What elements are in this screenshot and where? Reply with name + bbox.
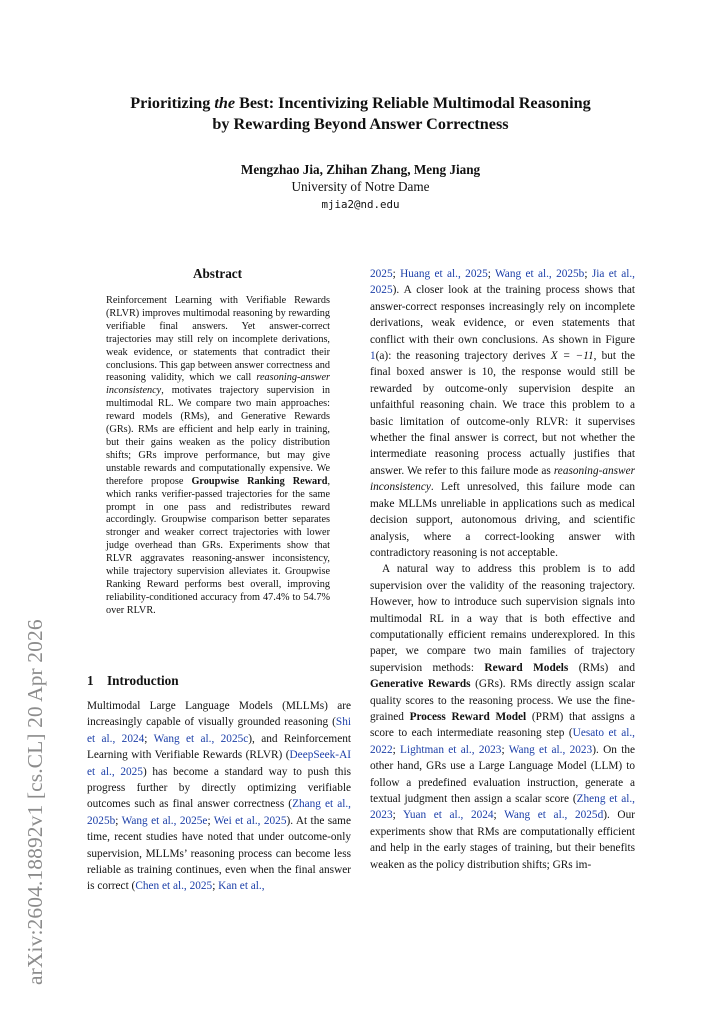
body-text: ;: [212, 880, 219, 893]
body-text: ;: [144, 732, 154, 745]
body-text: ). A closer look at the training process shows that answer-correct responses increasingly rely on incomplete derivations, weak evidence, or even statements that conflict with their own conclusions. As shown in Figure: [370, 284, 635, 346]
body-text: (a): the reasoning trajectory derives: [375, 350, 551, 363]
abstract-heading: Abstract: [192, 266, 243, 281]
body-text: ;: [501, 743, 509, 756]
citation-link[interactable]: Wang et al., 2023: [508, 743, 593, 756]
title-line-2: by Rewarding Beyond Answer Correctness: [212, 115, 509, 133]
body-text: ;: [207, 814, 214, 827]
citation-link[interactable]: Wei et al., 2025: [213, 814, 287, 827]
title-emphasis: the: [214, 94, 236, 112]
title-text: Prioritizing: [130, 94, 215, 112]
citation-link[interactable]: Wang et al., 2025d: [504, 809, 604, 822]
abstract-term: reasoning-answer inconsistency: [106, 372, 330, 397]
citation-link[interactable]: Huang et al., 2025: [400, 268, 488, 280]
emphasized-term: reasoning-answer inconsistency: [370, 464, 635, 494]
body-text: ;: [487, 268, 496, 280]
bold-term: Generative Rewards: [370, 678, 471, 691]
bold-term: Process Reward Model: [409, 710, 527, 723]
citation-link[interactable]: Chen et al., 2025: [135, 880, 213, 893]
section-number: 1: [87, 673, 94, 688]
author-list: Mengzhao Jia, Zhihan Zhang, Meng Jiang: [240, 162, 481, 177]
body-text: ;: [584, 268, 592, 280]
intro-paragraph-left: [87, 698, 351, 895]
right-column: [370, 266, 635, 873]
citation-link[interactable]: Wang et al., 2025b: [495, 268, 585, 280]
body-text: ;: [392, 809, 403, 822]
body-text: ;: [392, 268, 401, 280]
body-text: ). At the same time, recent studies have noted that under outcome-only supervision, MLLMs’ reasoning process can become less reliable as training continues, even when the final answer is correct (: [87, 814, 351, 893]
body-text: (PRM) that assigns a score to each intermediate reasoning step (: [370, 710, 635, 740]
abstract-method-name: Groupwise Ranking Reward: [191, 475, 328, 487]
citation-link[interactable]: Wang et al., 2025e: [121, 814, 208, 827]
citation-link[interactable]: Wang et al., 2025c: [153, 732, 249, 745]
title-line-1: [60, 93, 661, 114]
body-text: ), and Reinforcement Learning with Verifiable Rewards (RLVR) (: [87, 732, 351, 762]
author-email: mjia2@nd.edu: [321, 198, 400, 211]
body-text: ) has become a standard way to push this progress further by directly optimizing verifiable outcomes such as final answer correctness (: [87, 765, 351, 811]
figure-reference-link[interactable]: 1: [370, 350, 376, 363]
abstract-text: Reinforcement Learning with Verifiable Rewards (RLVR) improves multimodal reasoning by rewarding verifiable final answers. Yet answer-correct trajectories may still rely on incomplete derivations, weak evidence, or statements that contradict their conclusions. This gap between answer correctness and reasoning validity, which we call: [106, 295, 330, 384]
body-text: ;: [115, 814, 122, 827]
citation-link[interactable]: Uesato et al., 2022: [370, 727, 635, 756]
citation-link[interactable]: Jia et al., 2025: [370, 268, 635, 297]
body-text: ;: [493, 809, 505, 822]
citation-link[interactable]: Zheng et al., 2023: [370, 793, 636, 822]
abstract-text: , which ranks verifier-passed trajectories for the same prompt in one pass and redistributes reward accordingly. Groupwise comparison better separates stronger and weaker correct trajectories with lower judge overhead than GRs. Experiments show that RLVR aggravates reasoning-answer inconsistency, while trajectory supervision alleviates it. Groupwise Ranking Reward performs best overall, improving reliability-conditioned accuracy from 47.4% to 54.7% over RLVR.: [106, 475, 330, 616]
section-heading-introduction: [87, 673, 179, 689]
body-text: Multimodal Large Language Models (MLLMs) are increasingly capable of visually grounded reasoning (: [87, 700, 351, 729]
body-text: . Left unresolved, this failure mode can make MLLMs unreliable in applications such as medical decision support, autonomous driving, and scientific analysis, where a correct-looking answer with contradictory reasoning is not acceptable.: [370, 481, 635, 559]
body-text: A natural way to address this problem is to add supervision over the validity of the reasoning trajectory. However, how to introduce such supervision signals into multimodal RL in a way that is both effective and computationally efficient remains underexplored. In this paper, we compare two main families of trajectory supervision methods:: [370, 563, 635, 674]
section-title: Introduction: [107, 673, 179, 688]
intro-paragraph-continued: [370, 266, 635, 561]
body-text: (GRs). RMs directly assign scalar quality scores to the reasoning process. We use the fine-grained: [370, 678, 635, 723]
intro-paragraph-2: [370, 561, 635, 873]
abstract-body: [106, 295, 330, 618]
affiliation: University of Notre Dame: [291, 179, 430, 194]
inline-math: X = −11: [550, 350, 594, 363]
citation-link[interactable]: 2025: [370, 268, 393, 280]
arxiv-identifier-stamp: arXiv:2604.18892v1 [cs.CL] 20 Apr 2026: [23, 619, 47, 985]
body-text: ). Our experiments show that RMs are computationally efficient and help in the early stages of training, but their benefits weaken as the policy distribution shifts; GRs im-: [370, 809, 635, 871]
title-text: Best: Incentivizing Reliable Multimodal Reasoning: [235, 94, 591, 112]
abstract-text: , motivates trajectory supervision in multimodal RL. We compare two main approaches: reward models (RMs), and Generative Rewards (GRs). RMs are efficient and help early in training, but their gains weaken as the policy distribution shifts; GRs improve performance, but may give unstable rewards and computationally expensive. We therefore propose: [106, 385, 330, 487]
body-text: (RMs) and: [568, 661, 635, 674]
citation-link[interactable]: DeepSeek-AI et al., 2025: [87, 749, 351, 778]
citation-link[interactable]: Lightman et al., 2023: [400, 743, 502, 756]
bold-term: Reward Models: [484, 661, 569, 674]
body-text: ). On the other hand, GRs use a Large Language Model (LLM) to follow a predefined evaluation instruction, generate a textual judgment then assign a scalar score (: [370, 743, 636, 805]
citation-link[interactable]: Yuan et al., 2024: [402, 809, 494, 822]
body-text: ;: [392, 743, 401, 756]
paper-title: [60, 93, 661, 135]
citation-link[interactable]: Zhang et al., 2025b: [87, 798, 352, 827]
citation-link[interactable]: Shi et al., 2024: [87, 716, 351, 745]
body-text: , but the final boxed answer is 10, the response would still be rewarded by outcome-only supervision despite an unfaithful reasoning chain. We trace this problem to a basic limitation of outcome-only RLVR: it supervises whether the final answer is correct, but not whether the intermediate reasoning process actually justifies that answer. We refer to this failure mode as: [370, 350, 636, 477]
citation-link[interactable]: Kan et al.,: [218, 880, 265, 893]
